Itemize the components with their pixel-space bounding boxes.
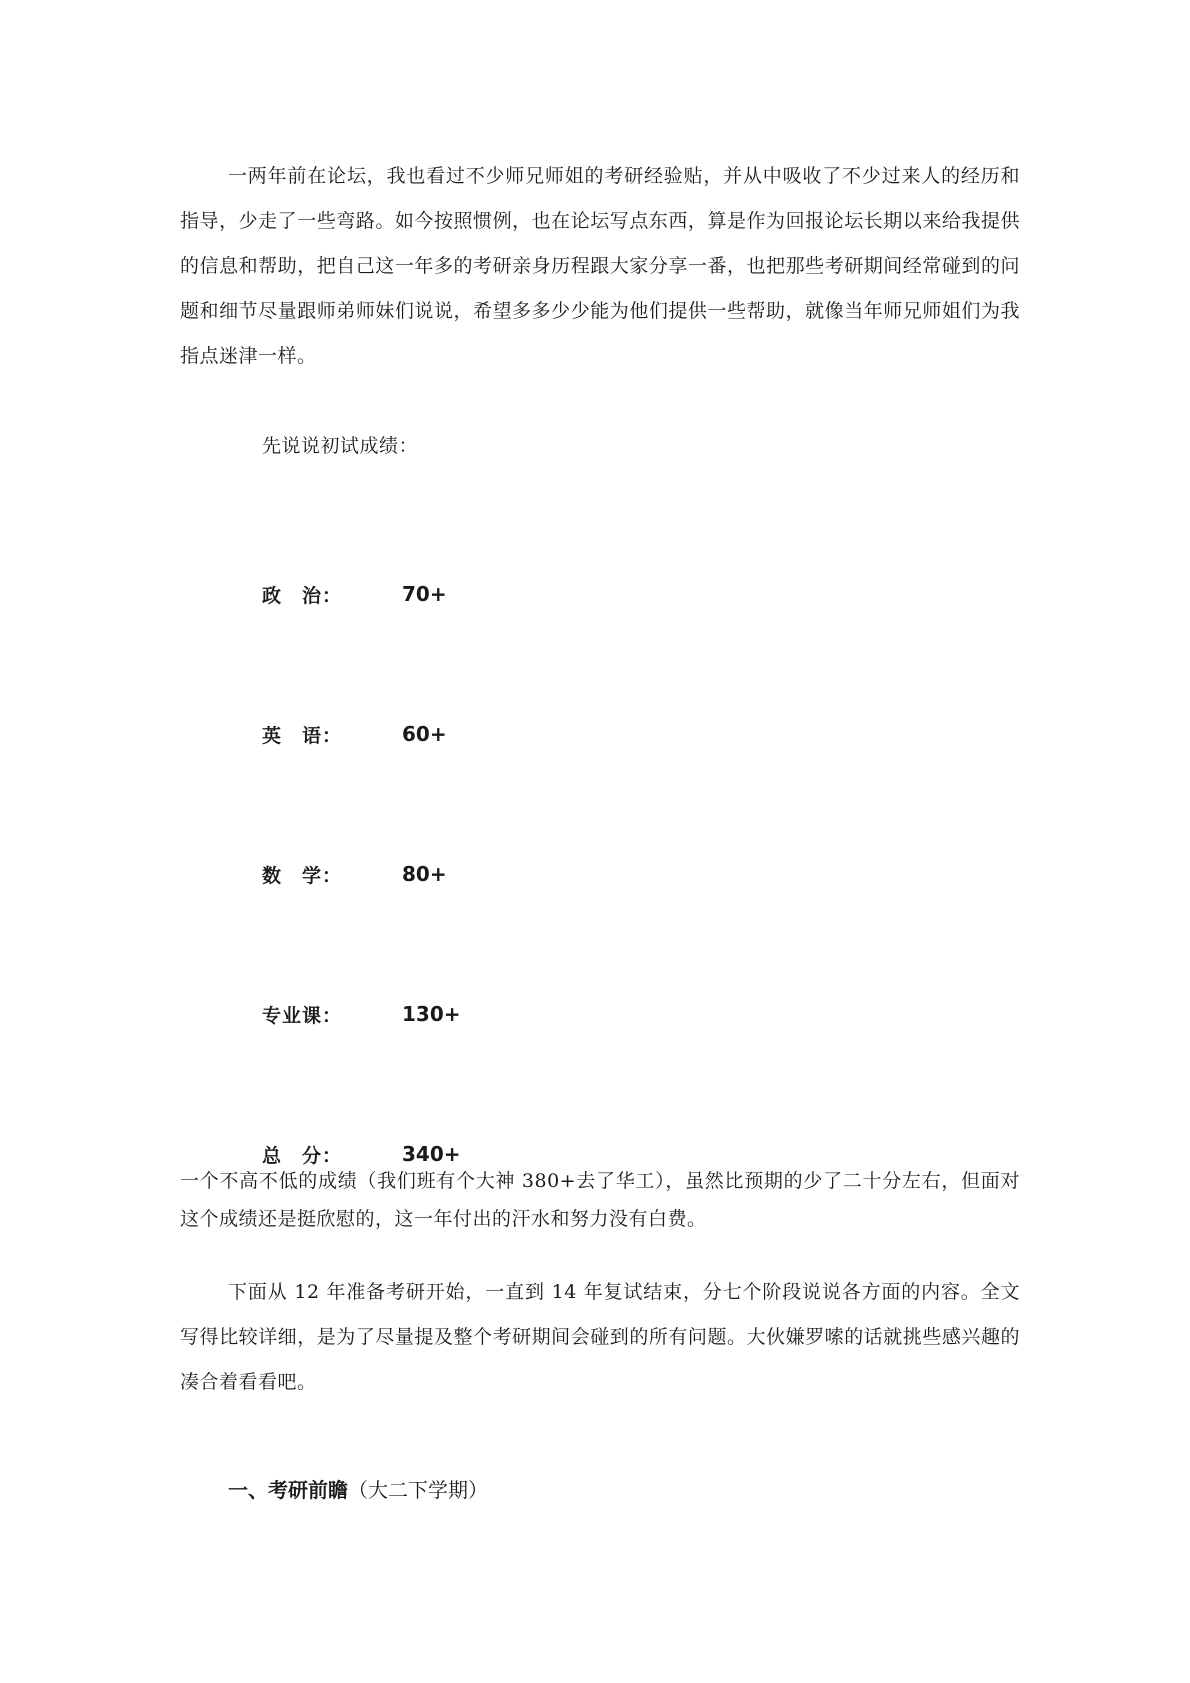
- score-row-major: [262, 994, 461, 1034]
- score-value: 70+: [402, 582, 447, 606]
- score-label: 专业课：: [262, 1004, 343, 1027]
- score-label: 数 学：: [262, 864, 343, 887]
- score-row-english: [262, 714, 447, 754]
- plan-paragraph: 下面从 12 年准备考研开始，一直到 14 年复试结束，分七个阶段说说各方面的内容。全文写得比较详细，是为了尽量提及整个考研期间会碰到的所有问题。大伙嫌罗嗦的话就挑些感兴趣的凑合着看看吧。: [180, 1281, 1020, 1393]
- score-value: 340+: [402, 1142, 461, 1166]
- section-heading-sub: （大二下学期）: [348, 1478, 488, 1502]
- score-label: 总 分：: [262, 1144, 343, 1167]
- section-heading: [228, 1474, 488, 1503]
- score-value: 80+: [402, 862, 447, 886]
- intro-paragraph: 一两年前在论坛，我也看过不少师兄师姐的考研经验贴，并从中吸收了不少过来人的经历和指导，少走了一些弯路。如今按照惯例，也在论坛写点东西，算是作为回报论坛长期以来给我提供的信息和帮助，把自己这一年多的考研亲身历程跟大家分享一番，也把那些考研期间经常碰到的问题和细节尽量跟师弟师妹们说说，希望多多少少能为他们提供一些帮助，就像当年师兄师姐们为我指点迷津一样。: [180, 165, 1020, 367]
- score-value: 130+: [402, 1002, 461, 1026]
- score-value: 60+: [402, 722, 447, 746]
- scores-lead-text: 先说说初试成绩：: [262, 435, 419, 457]
- score-label: 政 治：: [262, 584, 343, 607]
- score-row-math: [262, 854, 447, 894]
- result-paragraph: 一个不高不低的成绩（我们班有个大神 380+去了华工），虽然比预期的少了二十分左右，但面对这个成绩还是挺欣慰的，这一年付出的汗水和努力没有白费。: [180, 1170, 1020, 1230]
- score-row-politics: [262, 574, 447, 614]
- section-heading-main: 一、考研前瞻: [228, 1478, 348, 1502]
- score-label: 英 语：: [262, 724, 343, 747]
